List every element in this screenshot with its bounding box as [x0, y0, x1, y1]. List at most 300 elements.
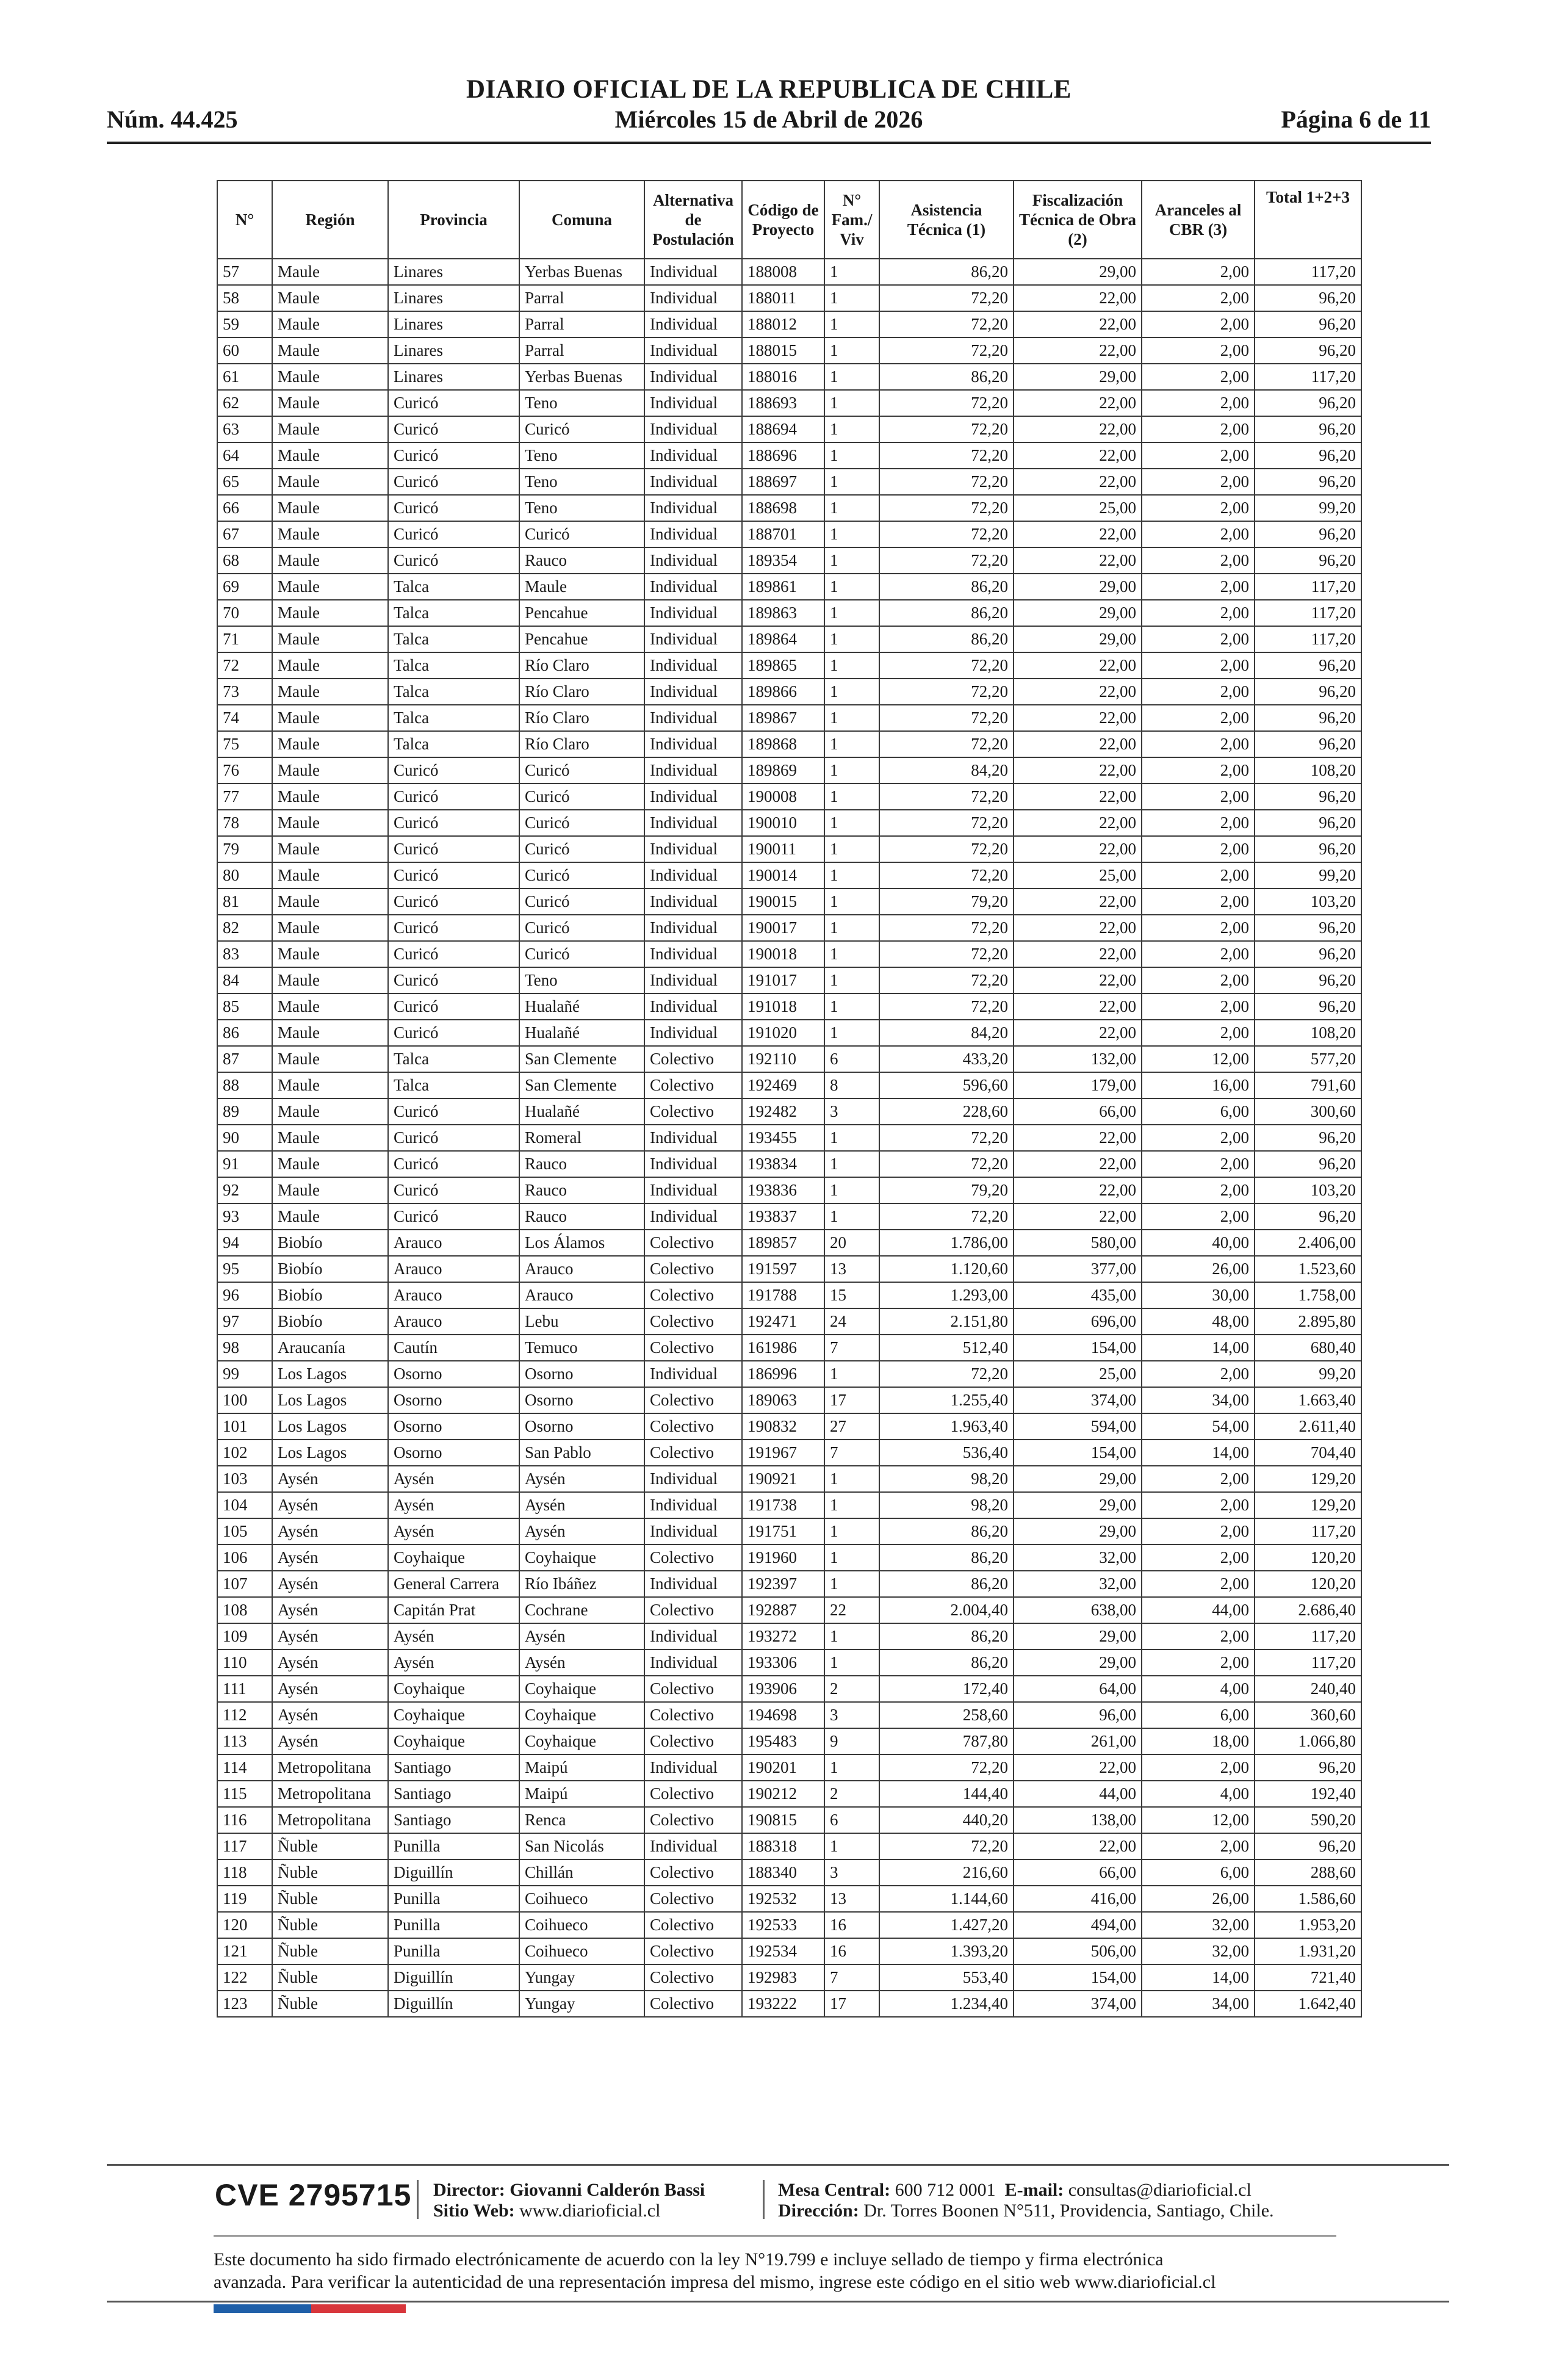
cell-familias: 1 [824, 810, 879, 836]
cell-fiscalizacion: 377,00 [1014, 1256, 1142, 1282]
cell-region: Los Lagos [272, 1361, 388, 1387]
cell-number: 117 [217, 1833, 272, 1859]
cell-familias: 15 [824, 1282, 879, 1308]
col-header-asistencia: Asistencia Técnica (1) [879, 181, 1014, 259]
cell-asistencia: 72,20 [879, 469, 1014, 495]
cell-total: 590,20 [1255, 1807, 1361, 1833]
cell-provincia: Talca [388, 679, 519, 705]
cell-provincia: Talca [388, 574, 519, 600]
cell-provincia: Curicó [388, 1098, 519, 1125]
cell-fiscalizacion: 22,00 [1014, 915, 1142, 941]
cell-region: Maule [272, 600, 388, 626]
cell-provincia: Curicó [388, 915, 519, 941]
cell-alternativa: Colectivo [644, 1282, 742, 1308]
cell-fiscalizacion: 22,00 [1014, 1203, 1142, 1230]
cell-familias: 1 [824, 1492, 879, 1518]
cell-provincia: Curicó [388, 784, 519, 810]
cell-familias: 13 [824, 1256, 879, 1282]
cell-comuna: Romeral [519, 1125, 644, 1151]
cell-number: 103 [217, 1466, 272, 1492]
cell-provincia: Linares [388, 259, 519, 285]
table-row [217, 1098, 1361, 1125]
cell-total: 117,20 [1255, 259, 1361, 285]
cell-comuna: Temuco [519, 1335, 644, 1361]
cell-number: 97 [217, 1308, 272, 1335]
cell-fiscalizacion: 154,00 [1014, 1964, 1142, 1991]
table-row [217, 1046, 1361, 1072]
cell-alternativa: Colectivo [644, 1938, 742, 1964]
cell-comuna: Teno [519, 442, 644, 469]
cell-codigo: 192887 [742, 1597, 824, 1623]
cell-alternativa: Individual [644, 547, 742, 574]
cell-alternativa: Individual [644, 1203, 742, 1230]
cell-comuna: Coyhaique [519, 1676, 644, 1702]
footer-separator [763, 2180, 765, 2219]
cell-provincia: Santiago [388, 1807, 519, 1833]
cell-region: Maule [272, 521, 388, 547]
cell-comuna: Curicó [519, 757, 644, 784]
cell-aranceles: 2,00 [1142, 1203, 1255, 1230]
cell-provincia: Santiago [388, 1781, 519, 1807]
cell-asistencia: 144,40 [879, 1781, 1014, 1807]
cell-alternativa: Individual [644, 915, 742, 941]
cell-familias: 1 [824, 495, 879, 521]
cell-fiscalizacion: 22,00 [1014, 547, 1142, 574]
cell-aranceles: 6,00 [1142, 1859, 1255, 1886]
col-header-comuna: Comuna [519, 181, 644, 259]
page-header [107, 73, 1431, 144]
cell-fiscalizacion: 29,00 [1014, 600, 1142, 626]
cell-fiscalizacion: 25,00 [1014, 495, 1142, 521]
cell-region: Maule [272, 390, 388, 416]
cell-fiscalizacion: 66,00 [1014, 1859, 1142, 1886]
cell-codigo: 190815 [742, 1807, 824, 1833]
cell-fiscalizacion: 580,00 [1014, 1230, 1142, 1256]
cell-number: 106 [217, 1545, 272, 1571]
cell-familias: 20 [824, 1230, 879, 1256]
cell-region: Maule [272, 574, 388, 600]
cell-codigo: 190018 [742, 941, 824, 967]
cell-familias: 6 [824, 1807, 879, 1833]
cell-comuna: Yerbas Buenas [519, 259, 644, 285]
cell-number: 120 [217, 1912, 272, 1938]
table-row [217, 915, 1361, 941]
cell-asistencia: 72,20 [879, 1151, 1014, 1177]
cell-aranceles: 4,00 [1142, 1676, 1255, 1702]
cell-asistencia: 86,20 [879, 1571, 1014, 1597]
cell-asistencia: 72,20 [879, 1125, 1014, 1151]
cell-provincia: Cautín [388, 1335, 519, 1361]
cell-comuna: Rauco [519, 1151, 644, 1177]
cell-region: Ñuble [272, 1991, 388, 2017]
cell-asistencia: 86,20 [879, 259, 1014, 285]
cell-comuna: Curicó [519, 889, 644, 915]
cell-provincia: Linares [388, 364, 519, 390]
cell-region: Maule [272, 311, 388, 337]
cell-codigo: 193306 [742, 1650, 824, 1676]
cell-comuna: Osorno [519, 1387, 644, 1413]
table-row [217, 993, 1361, 1020]
table-row [217, 364, 1361, 390]
cell-number: 109 [217, 1623, 272, 1650]
cell-fiscalizacion: 32,00 [1014, 1545, 1142, 1571]
cell-comuna: Pencahue [519, 600, 644, 626]
cell-codigo: 190015 [742, 889, 824, 915]
cell-familias: 1 [824, 337, 879, 364]
cell-aranceles: 2,00 [1142, 915, 1255, 941]
cell-total: 99,20 [1255, 862, 1361, 889]
cell-fiscalizacion: 22,00 [1014, 337, 1142, 364]
cell-number: 89 [217, 1098, 272, 1125]
cell-total: 96,20 [1255, 390, 1361, 416]
table-row [217, 442, 1361, 469]
cell-aranceles: 4,00 [1142, 1781, 1255, 1807]
cell-codigo: 191017 [742, 967, 824, 993]
cell-alternativa: Individual [644, 337, 742, 364]
cell-provincia: Curicó [388, 889, 519, 915]
cell-number: 107 [217, 1571, 272, 1597]
cell-codigo: 190832 [742, 1413, 824, 1440]
cell-aranceles: 2,00 [1142, 547, 1255, 574]
page-number: Página 6 de 11 [1281, 106, 1431, 133]
cell-number: 70 [217, 600, 272, 626]
cell-codigo: 189867 [742, 705, 824, 731]
cell-region: Aysén [272, 1623, 388, 1650]
cell-aranceles: 2,00 [1142, 810, 1255, 836]
cell-familias: 1 [824, 469, 879, 495]
cell-alternativa: Individual [644, 259, 742, 285]
cell-asistencia: 2.004,40 [879, 1597, 1014, 1623]
cell-comuna: Yungay [519, 1991, 644, 2017]
cell-comuna: Curicó [519, 915, 644, 941]
cell-provincia: Curicó [388, 1151, 519, 1177]
cell-provincia: Punilla [388, 1938, 519, 1964]
cell-codigo: 189864 [742, 626, 824, 652]
cell-total: 96,20 [1255, 705, 1361, 731]
cell-asistencia: 72,20 [879, 862, 1014, 889]
table-row [217, 1702, 1361, 1728]
cell-provincia: Punilla [388, 1886, 519, 1912]
cell-asistencia: 433,20 [879, 1046, 1014, 1072]
cell-aranceles: 32,00 [1142, 1938, 1255, 1964]
cell-alternativa: Individual [644, 495, 742, 521]
cell-provincia: Talca [388, 652, 519, 679]
cell-alternativa: Individual [644, 1754, 742, 1781]
cell-total: 240,40 [1255, 1676, 1361, 1702]
cell-aranceles: 2,00 [1142, 1361, 1255, 1387]
cell-asistencia: 787,80 [879, 1728, 1014, 1754]
cell-fiscalizacion: 22,00 [1014, 521, 1142, 547]
cell-region: Ñuble [272, 1886, 388, 1912]
cell-fiscalizacion: 29,00 [1014, 1650, 1142, 1676]
cell-alternativa: Colectivo [644, 1912, 742, 1938]
cell-aranceles: 34,00 [1142, 1991, 1255, 2017]
cell-total: 96,20 [1255, 311, 1361, 337]
cell-fiscalizacion: 594,00 [1014, 1413, 1142, 1440]
cell-number: 119 [217, 1886, 272, 1912]
cell-familias: 1 [824, 1833, 879, 1859]
cell-asistencia: 72,20 [879, 941, 1014, 967]
cell-total: 117,20 [1255, 364, 1361, 390]
cell-region: Maule [272, 1177, 388, 1203]
email-link[interactable]: consultas@diarioficial.cl [1068, 2180, 1252, 2200]
cell-asistencia: 1.427,20 [879, 1912, 1014, 1938]
cell-fiscalizacion: 22,00 [1014, 469, 1142, 495]
cell-provincia: Santiago [388, 1754, 519, 1781]
cell-asistencia: 72,20 [879, 731, 1014, 757]
cell-fiscalizacion: 22,00 [1014, 705, 1142, 731]
director-label: Director: [433, 2180, 505, 2200]
cell-aranceles: 2,00 [1142, 626, 1255, 652]
cell-asistencia: 72,20 [879, 784, 1014, 810]
cell-familias: 1 [824, 442, 879, 469]
cell-aranceles: 2,00 [1142, 731, 1255, 757]
cell-region: Maule [272, 1072, 388, 1098]
cell-alternativa: Individual [644, 1466, 742, 1492]
cell-region: Aysén [272, 1518, 388, 1545]
flag-stripe-blue [214, 2304, 311, 2313]
cell-alternativa: Colectivo [644, 1072, 742, 1098]
cell-comuna: Teno [519, 495, 644, 521]
cell-region: Maule [272, 1046, 388, 1072]
cell-familias: 1 [824, 889, 879, 915]
cell-familias: 1 [824, 784, 879, 810]
cell-familias: 1 [824, 364, 879, 390]
cell-region: Maule [272, 285, 388, 311]
cell-total: 96,20 [1255, 915, 1361, 941]
cell-fiscalizacion: 22,00 [1014, 679, 1142, 705]
cell-aranceles: 12,00 [1142, 1046, 1255, 1072]
cell-provincia: Diguillín [388, 1991, 519, 2017]
cell-comuna: Aysén [519, 1623, 644, 1650]
cell-alternativa: Individual [644, 1492, 742, 1518]
cell-fiscalizacion: 22,00 [1014, 442, 1142, 469]
cell-region: Maule [272, 1125, 388, 1151]
cell-provincia: Diguillín [388, 1964, 519, 1991]
cell-asistencia: 72,20 [879, 836, 1014, 862]
cell-aranceles: 44,00 [1142, 1597, 1255, 1623]
col-header-familias: N° Fam./ Viv [824, 181, 879, 259]
cell-comuna: Teno [519, 967, 644, 993]
cell-aranceles: 2,00 [1142, 757, 1255, 784]
cell-asistencia: 72,20 [879, 1833, 1014, 1859]
cell-provincia: Curicó [388, 390, 519, 416]
table-row [217, 1335, 1361, 1361]
cell-provincia: Curicó [388, 941, 519, 967]
table-row [217, 731, 1361, 757]
cell-comuna: Coyhaique [519, 1728, 644, 1754]
cell-provincia: Curicó [388, 862, 519, 889]
cell-total: 704,40 [1255, 1440, 1361, 1466]
cell-provincia: Linares [388, 285, 519, 311]
cell-total: 577,20 [1255, 1046, 1361, 1072]
cell-codigo: 189863 [742, 600, 824, 626]
cell-codigo: 193272 [742, 1623, 824, 1650]
cell-fiscalizacion: 96,00 [1014, 1702, 1142, 1728]
cell-alternativa: Individual [644, 993, 742, 1020]
cell-provincia: Curicó [388, 1020, 519, 1046]
cell-familias: 1 [824, 574, 879, 600]
cell-alternativa: Individual [644, 1623, 742, 1650]
table-row [217, 1361, 1361, 1387]
cell-number: 115 [217, 1781, 272, 1807]
cell-total: 1.642,40 [1255, 1991, 1361, 2017]
cell-provincia: Linares [388, 337, 519, 364]
cell-fiscalizacion: 261,00 [1014, 1728, 1142, 1754]
cell-codigo: 192471 [742, 1308, 824, 1335]
cell-codigo: 192110 [742, 1046, 824, 1072]
cell-comuna: Aysén [519, 1466, 644, 1492]
cell-codigo: 190010 [742, 810, 824, 836]
cell-asistencia: 1.144,60 [879, 1886, 1014, 1912]
cell-asistencia: 72,20 [879, 705, 1014, 731]
cell-comuna: Río Claro [519, 705, 644, 731]
cell-asistencia: 512,40 [879, 1335, 1014, 1361]
cell-number: 121 [217, 1938, 272, 1964]
cell-number: 101 [217, 1413, 272, 1440]
cell-provincia: Linares [388, 311, 519, 337]
cell-comuna: Río Claro [519, 652, 644, 679]
cell-comuna: Yerbas Buenas [519, 364, 644, 390]
cell-familias: 1 [824, 679, 879, 705]
cell-number: 81 [217, 889, 272, 915]
table-row [217, 941, 1361, 967]
cell-fiscalizacion: 22,00 [1014, 810, 1142, 836]
cell-region: Maule [272, 967, 388, 993]
cell-comuna: Arauco [519, 1256, 644, 1282]
table-row [217, 1938, 1361, 1964]
cell-comuna: Osorno [519, 1361, 644, 1387]
cell-total: 1.758,00 [1255, 1282, 1361, 1308]
cell-familias: 8 [824, 1072, 879, 1098]
cell-alternativa: Individual [644, 784, 742, 810]
cell-total: 117,20 [1255, 1623, 1361, 1650]
cell-alternativa: Colectivo [644, 1728, 742, 1754]
cell-fiscalizacion: 29,00 [1014, 364, 1142, 390]
cell-codigo: 189868 [742, 731, 824, 757]
cell-codigo: 188011 [742, 285, 824, 311]
table-row [217, 1308, 1361, 1335]
table-row [217, 1282, 1361, 1308]
cell-number: 93 [217, 1203, 272, 1230]
subsidy-table [217, 180, 1362, 2018]
cell-familias: 1 [824, 1571, 879, 1597]
cell-asistencia: 172,40 [879, 1676, 1014, 1702]
cell-asistencia: 79,20 [879, 1177, 1014, 1203]
issue-number: Núm. 44.425 [107, 106, 238, 133]
col-header-region: Región [272, 181, 388, 259]
contact-block [778, 2180, 1274, 2221]
cell-aranceles: 40,00 [1142, 1230, 1255, 1256]
cell-fiscalizacion: 132,00 [1014, 1046, 1142, 1072]
table-row [217, 1072, 1361, 1098]
cell-number: 114 [217, 1754, 272, 1781]
address-label: Dirección: [778, 2201, 859, 2221]
cell-region: Los Lagos [272, 1387, 388, 1413]
cell-comuna: San Clemente [519, 1046, 644, 1072]
mesa-label: Mesa Central: [778, 2180, 891, 2200]
cell-fiscalizacion: 22,00 [1014, 731, 1142, 757]
cell-codigo: 195483 [742, 1728, 824, 1754]
cell-provincia: Punilla [388, 1833, 519, 1859]
cell-fiscalizacion: 506,00 [1014, 1938, 1142, 1964]
cell-number: 98 [217, 1335, 272, 1361]
cell-aranceles: 6,00 [1142, 1098, 1255, 1125]
cell-provincia: Talca [388, 1046, 519, 1072]
cell-aranceles: 2,00 [1142, 600, 1255, 626]
cell-fiscalizacion: 32,00 [1014, 1571, 1142, 1597]
cell-alternativa: Colectivo [644, 1308, 742, 1335]
col-header-alternativa: Alternativa de Postulación [644, 181, 742, 259]
cell-aranceles: 2,00 [1142, 1571, 1255, 1597]
table-row [217, 259, 1361, 285]
table-row [217, 1833, 1361, 1859]
table-row [217, 810, 1361, 836]
cell-fiscalizacion: 22,00 [1014, 285, 1142, 311]
cell-familias: 1 [824, 547, 879, 574]
cell-comuna: Curicó [519, 862, 644, 889]
cell-region: Ñuble [272, 1833, 388, 1859]
cell-comuna: Pencahue [519, 626, 644, 652]
table-row [217, 547, 1361, 574]
cell-alternativa: Individual [644, 652, 742, 679]
cell-total: 96,20 [1255, 836, 1361, 862]
cell-familias: 1 [824, 1545, 879, 1571]
cell-fiscalizacion: 494,00 [1014, 1912, 1142, 1938]
cell-fiscalizacion: 29,00 [1014, 1623, 1142, 1650]
cell-fiscalizacion: 696,00 [1014, 1308, 1142, 1335]
cell-asistencia: 86,20 [879, 626, 1014, 652]
cell-number: 71 [217, 626, 272, 652]
cell-fiscalizacion: 29,00 [1014, 259, 1142, 285]
cell-provincia: Osorno [388, 1387, 519, 1413]
cell-aranceles: 2,00 [1142, 1650, 1255, 1676]
cell-fiscalizacion: 66,00 [1014, 1098, 1142, 1125]
cell-alternativa: Individual [644, 1020, 742, 1046]
web-link[interactable]: www.diarioficial.cl [519, 2201, 661, 2221]
cell-fiscalizacion: 154,00 [1014, 1440, 1142, 1466]
cell-total: 117,20 [1255, 574, 1361, 600]
cell-provincia: Curicó [388, 495, 519, 521]
cell-codigo: 192983 [742, 1964, 824, 1991]
cell-comuna: Curicó [519, 521, 644, 547]
cell-region: Maule [272, 469, 388, 495]
cell-alternativa: Colectivo [644, 1597, 742, 1623]
cell-total: 96,20 [1255, 337, 1361, 364]
cell-alternativa: Colectivo [644, 1991, 742, 2017]
cell-aranceles: 2,00 [1142, 1492, 1255, 1518]
cell-familias: 9 [824, 1728, 879, 1754]
cell-alternativa: Colectivo [644, 1886, 742, 1912]
cell-total: 96,20 [1255, 784, 1361, 810]
cell-asistencia: 1.120,60 [879, 1256, 1014, 1282]
cell-aranceles: 2,00 [1142, 679, 1255, 705]
cell-codigo: 193837 [742, 1203, 824, 1230]
cell-familias: 3 [824, 1702, 879, 1728]
cell-fiscalizacion: 638,00 [1014, 1597, 1142, 1623]
cell-codigo: 191018 [742, 993, 824, 1020]
cell-familias: 1 [824, 1466, 879, 1492]
cell-total: 1.523,60 [1255, 1256, 1361, 1282]
cell-fiscalizacion: 29,00 [1014, 1466, 1142, 1492]
cell-codigo: 193906 [742, 1676, 824, 1702]
cell-familias: 1 [824, 311, 879, 337]
cell-number: 94 [217, 1230, 272, 1256]
cell-aranceles: 2,00 [1142, 390, 1255, 416]
cell-region: Maule [272, 784, 388, 810]
cell-aranceles: 26,00 [1142, 1256, 1255, 1282]
cell-aranceles: 2,00 [1142, 285, 1255, 311]
